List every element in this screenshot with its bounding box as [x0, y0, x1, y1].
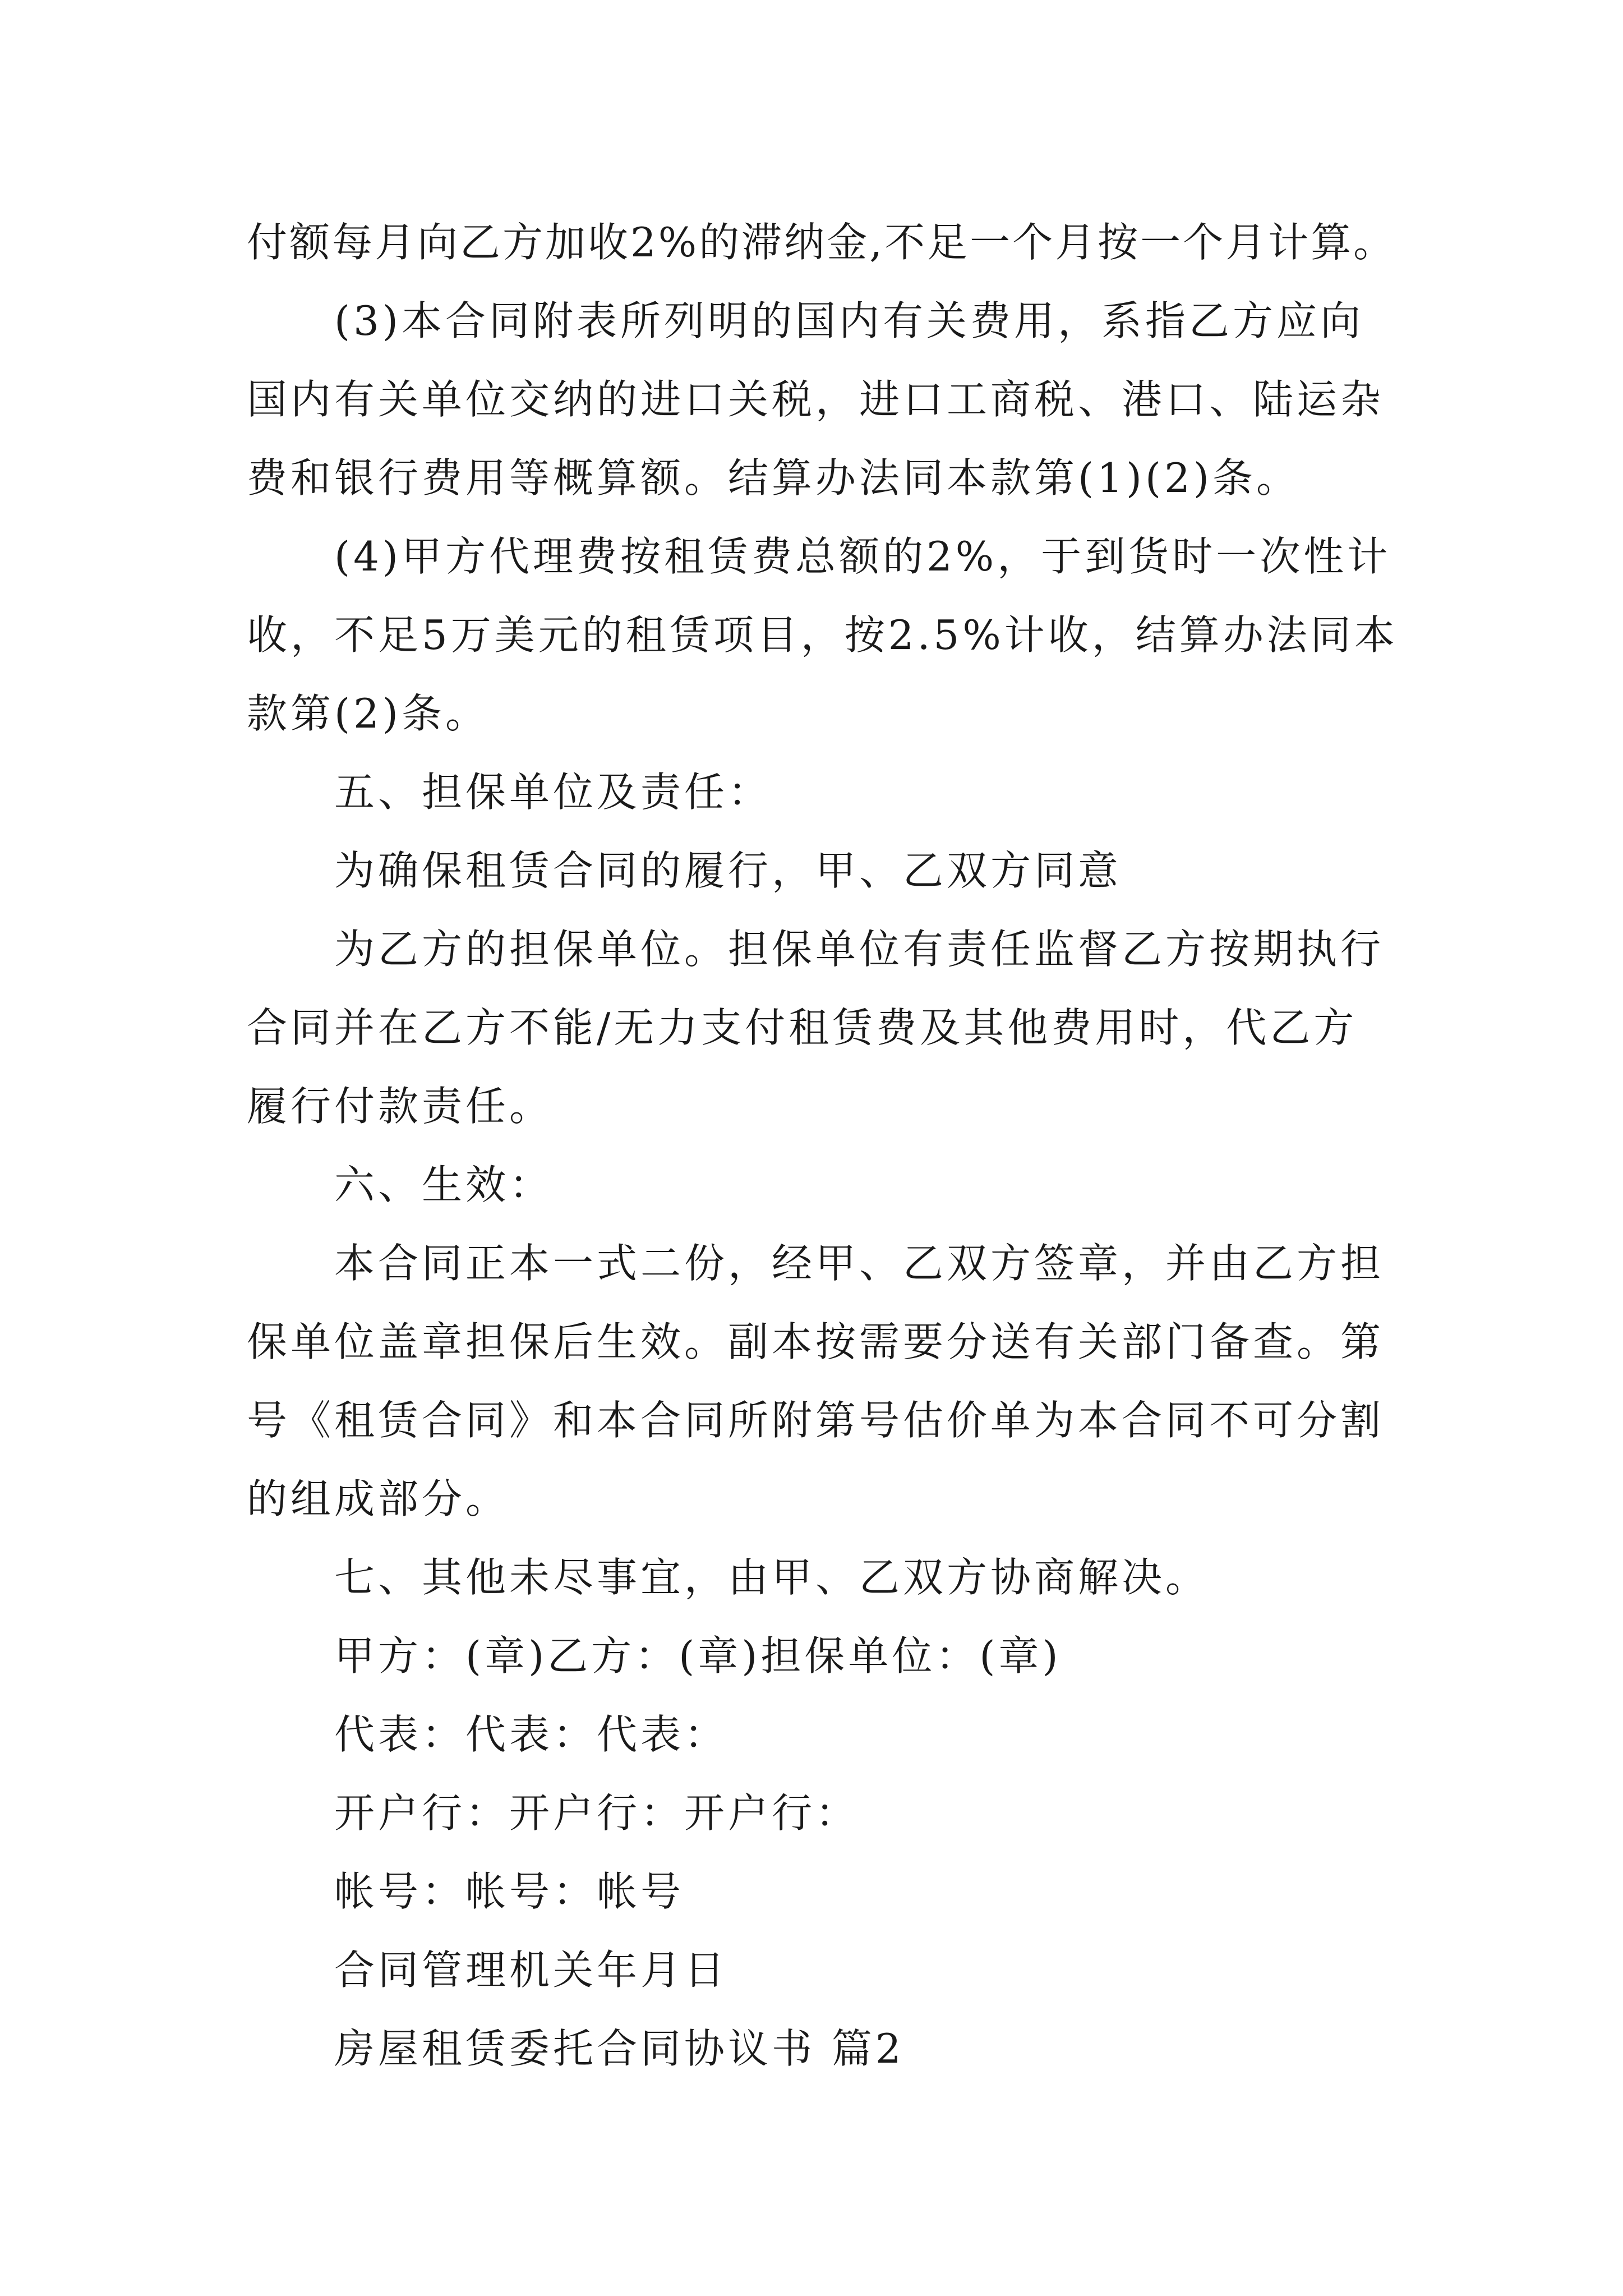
paragraph-line: 履行付款责任。: [247, 1083, 554, 1130]
paragraph-line: 国内有关单位交纳的进口关税，进口工商税、港口、陆运杂: [247, 376, 1385, 423]
section-heading: 六、生效：: [334, 1161, 554, 1208]
paragraph-line: 号《租赁合同》和本合同所附第号估价单为本合同不可分割: [247, 1397, 1385, 1444]
paragraph-line: (3)本合同附表所列明的国内有关费用，系指乙方应向: [334, 297, 1364, 344]
paragraph-line: 合同并在乙方不能/无力支付租赁费及其他费用时，代乙方: [247, 1004, 1358, 1051]
paragraph-line: 款第(2)条。: [247, 690, 489, 737]
paragraph-line: 为乙方的担保单位。担保单位有责任监督乙方按期执行: [334, 926, 1385, 973]
signature-line: 甲方：(章)乙方：(章)担保单位：(章): [334, 1632, 1062, 1680]
signature-line: 帐号：帐号：帐号: [334, 1868, 685, 1915]
paragraph-line: 费和银行费用等概算额。结算办法同本款第(1)(2)条。: [247, 454, 1300, 501]
paragraph-line: 的组成部分。: [247, 1475, 510, 1522]
paragraph-line: 保单位盖章担保后生效。副本按需要分送有关部门备查。第: [247, 1318, 1385, 1365]
signature-line: 开户行：开户行：开户行：: [334, 1789, 860, 1837]
signature-line: 合同管理机关年月日: [334, 1947, 728, 1994]
paragraph-line: 收，不足5万美元的租赁项目，按2.5%计收，结算办法同本: [247, 611, 1398, 659]
paragraph-line: 付额每月向乙方加收2%的滞纳金,不足一个月按一个月计算。: [247, 219, 1396, 266]
paragraph-line: 为确保租赁合同的履行，甲、乙双方同意: [334, 847, 1122, 894]
next-section-title: 房屋租赁委托合同协议书 篇2: [334, 2025, 905, 2072]
paragraph-line: 本合同正本一式二份，经甲、乙双方签章，并由乙方担: [334, 1240, 1385, 1287]
section-heading: 七、其他未尽事宜，由甲、乙双方协商解决。: [334, 1554, 1210, 1601]
section-heading: 五、担保单位及责任：: [334, 769, 772, 816]
paragraph-line: (4)甲方代理费按租赁费总额的2%，于到货时一次性计: [334, 533, 1391, 580]
signature-line: 代表：代表：代表：: [334, 1711, 728, 1758]
